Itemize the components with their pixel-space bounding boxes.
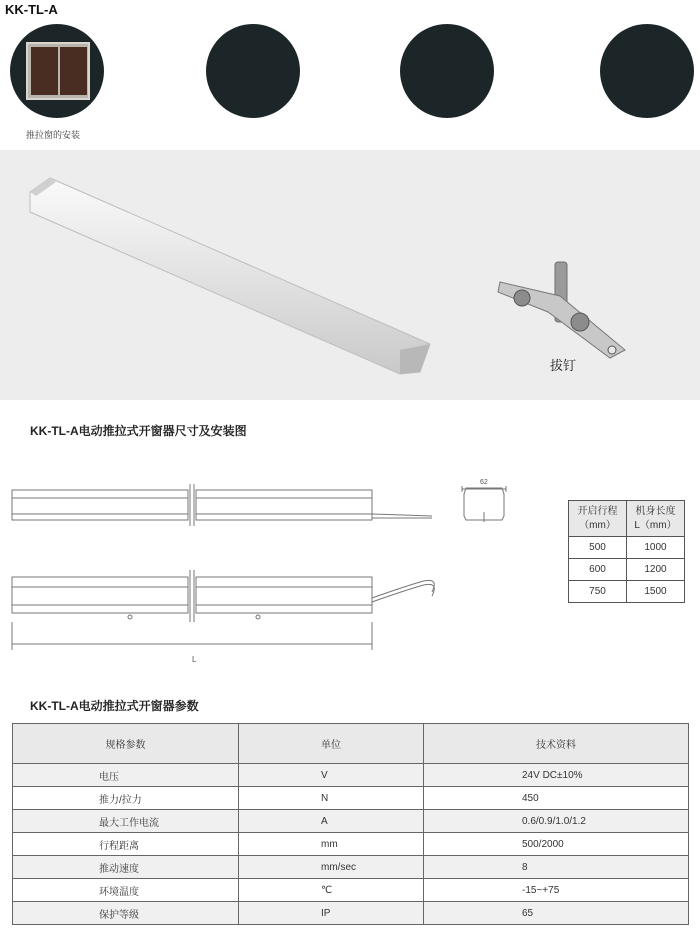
table-cell: IP (239, 902, 424, 925)
table-header-cell: 技术资料 (424, 724, 689, 764)
product-photo (0, 150, 700, 400)
table-cell: 电压 (13, 764, 239, 787)
sliding-window-image (26, 42, 90, 100)
table-cell: N (239, 787, 424, 810)
table-cell: 1000 (627, 537, 685, 559)
table-cell: 600 (569, 559, 627, 581)
table-row (13, 833, 689, 856)
table-cell: 65 (424, 902, 689, 925)
table-cell: 24V DC±10% (424, 764, 689, 787)
dimension-drawing (0, 460, 560, 670)
actuator-bar-image (30, 178, 430, 374)
table-cell: 500/2000 (424, 833, 689, 856)
table-cell: 环境温度 (13, 879, 239, 902)
table-row (13, 902, 689, 925)
table-header-row (569, 501, 685, 537)
table-header-cell: 开启行程 （mm） (569, 501, 627, 537)
table-row (569, 537, 685, 559)
table-cell: V (239, 764, 424, 787)
dimension-section-title: KK-TL-A电动推拉式开窗器尺寸及安装图 (30, 424, 247, 438)
table-cell: A (239, 810, 424, 833)
install-photo-placeholder-4 (600, 24, 694, 118)
width-dimension-label: 62 (480, 479, 488, 486)
sliding-window-install-photo (10, 24, 104, 118)
table-cell: 保护等级 (13, 902, 239, 925)
table-row (13, 810, 689, 833)
table-header-cell: 机身长度 L（mm） (627, 501, 685, 537)
table-row (13, 787, 689, 810)
table-cell: 8 (424, 856, 689, 879)
table-cell: 500 (569, 537, 627, 559)
table-cell: 1500 (627, 581, 685, 603)
table-cell: 推力/拉力 (13, 787, 239, 810)
page-title: KK-TL-A (5, 2, 58, 17)
table-cell: ℃ (239, 879, 424, 902)
table-cell: 1200 (627, 559, 685, 581)
table-cell: mm/sec (239, 856, 424, 879)
table-row (13, 764, 689, 787)
pin-bracket-image (498, 262, 625, 358)
install-caption: 推拉窗的安装 (26, 130, 81, 140)
install-photo-placeholder-3 (400, 24, 494, 118)
table-cell: 推动速度 (13, 856, 239, 879)
table-row (569, 559, 685, 581)
table-cell: mm (239, 833, 424, 856)
table-row (569, 581, 685, 603)
spec-section-title: KK-TL-A电动推拉式开窗器参数 (30, 699, 199, 713)
install-photo-placeholder-2 (206, 24, 300, 118)
table-header-cell: 单位 (239, 724, 424, 764)
table-cell: 750 (569, 581, 627, 603)
table-cell: 0.6/0.9/1.0/1.2 (424, 810, 689, 833)
table-cell: -15~+75 (424, 879, 689, 902)
table-row (13, 856, 689, 879)
stroke-length-table (568, 500, 685, 603)
length-dimension-label: L (192, 655, 197, 664)
table-cell: 行程距离 (13, 833, 239, 856)
table-cell: 最大工作电流 (13, 810, 239, 833)
table-row (13, 879, 689, 902)
table-header-cell: 规格参数 (13, 724, 239, 764)
pin-label: 拔钉 (550, 358, 577, 373)
table-header-row (13, 724, 689, 764)
spec-table (12, 723, 689, 925)
table-cell: 450 (424, 787, 689, 810)
